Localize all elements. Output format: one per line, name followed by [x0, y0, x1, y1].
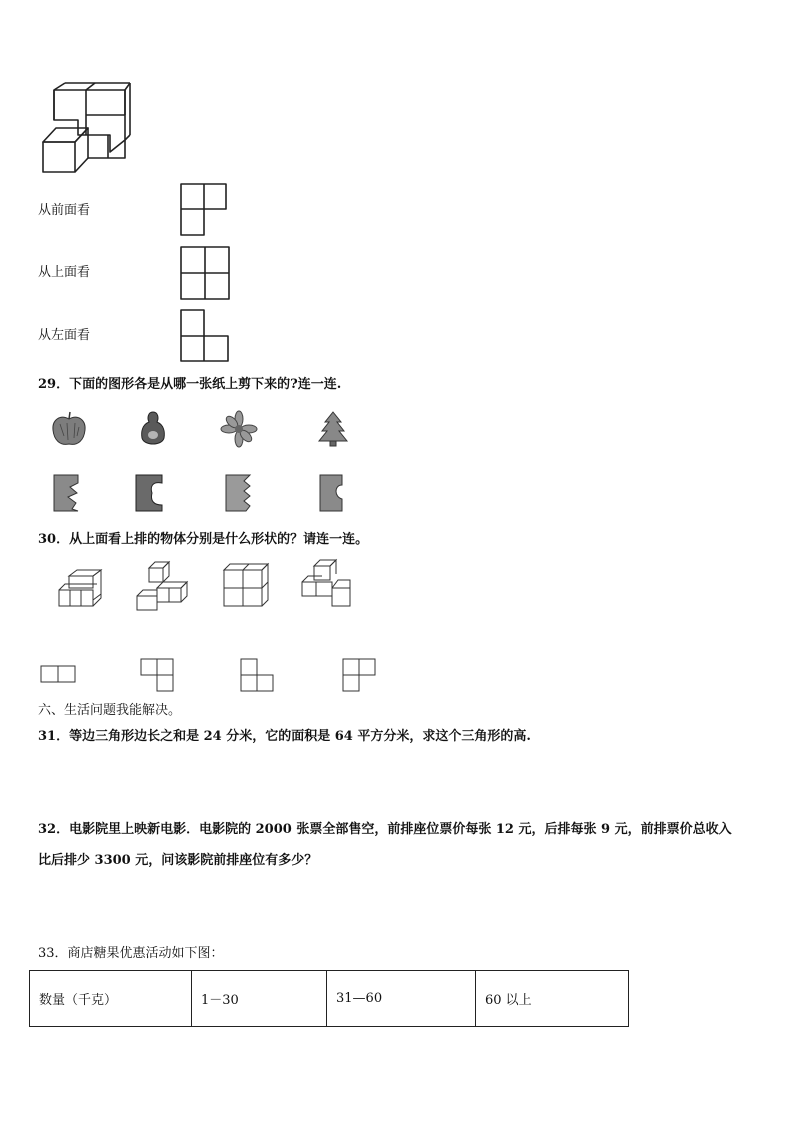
section-6-heading: 六、生活问题我能解决。 [38, 703, 182, 718]
view-label-left: 从左面看 [38, 328, 91, 343]
flower-shape [220, 410, 258, 448]
shape-option-1 [40, 665, 78, 685]
question-29: 29．下面的图形各是从哪一张纸上剪下来的?连一连. [38, 377, 342, 392]
paper-piece-3 [224, 473, 254, 513]
question-32-line-1: 32．电影院里上映新电影．电影院的 2000 张票全部售空，前排座位票价每张 12 元，后排每张 9 元，前排票价总收入 [38, 822, 732, 837]
shape-option-2 [140, 658, 176, 694]
apple-body [53, 417, 85, 444]
object-1-figure [55, 568, 105, 610]
tree-shape [314, 410, 352, 448]
front-view-figure [180, 183, 230, 239]
table-cell: 31—60 [327, 971, 476, 1027]
view-label-top: 从上面看 [38, 265, 91, 280]
shape-option-3 [240, 658, 276, 694]
apple-shape [50, 410, 88, 448]
object-3-figure [222, 562, 270, 610]
shape-option-4 [342, 658, 378, 694]
paper-piece-2 [134, 473, 164, 513]
cube-stack-figure [38, 80, 133, 175]
left-view-figure [180, 309, 232, 365]
question-32-line-2: 比后排少 3300 元，问该影院前排座位有多少？ [38, 853, 318, 868]
gourd-shape [134, 410, 172, 448]
object-4-figure [300, 558, 354, 610]
table-row [30, 971, 629, 1027]
question-33: 33．商店糖果优惠活动如下图： [38, 946, 224, 961]
question-31: 31．等边三角形边长之和是 24 分米，它的面积是 64 平方分米，求这个三角形的高. [38, 729, 531, 744]
discount-table [29, 970, 629, 1027]
paper-piece-1 [52, 473, 82, 513]
table-cell: 1－30 [192, 971, 327, 1027]
object-2-figure [135, 560, 191, 612]
table-cell: 数量（千克） [30, 971, 192, 1027]
table-cell: 60 以上 [476, 971, 629, 1027]
question-30: 30．从上面看上排的物体分别是什么形状的？请连一连。 [38, 532, 369, 547]
view-label-front: 从前面看 [38, 203, 91, 218]
top-view-figure [180, 246, 232, 302]
paper-piece-4 [318, 473, 348, 513]
